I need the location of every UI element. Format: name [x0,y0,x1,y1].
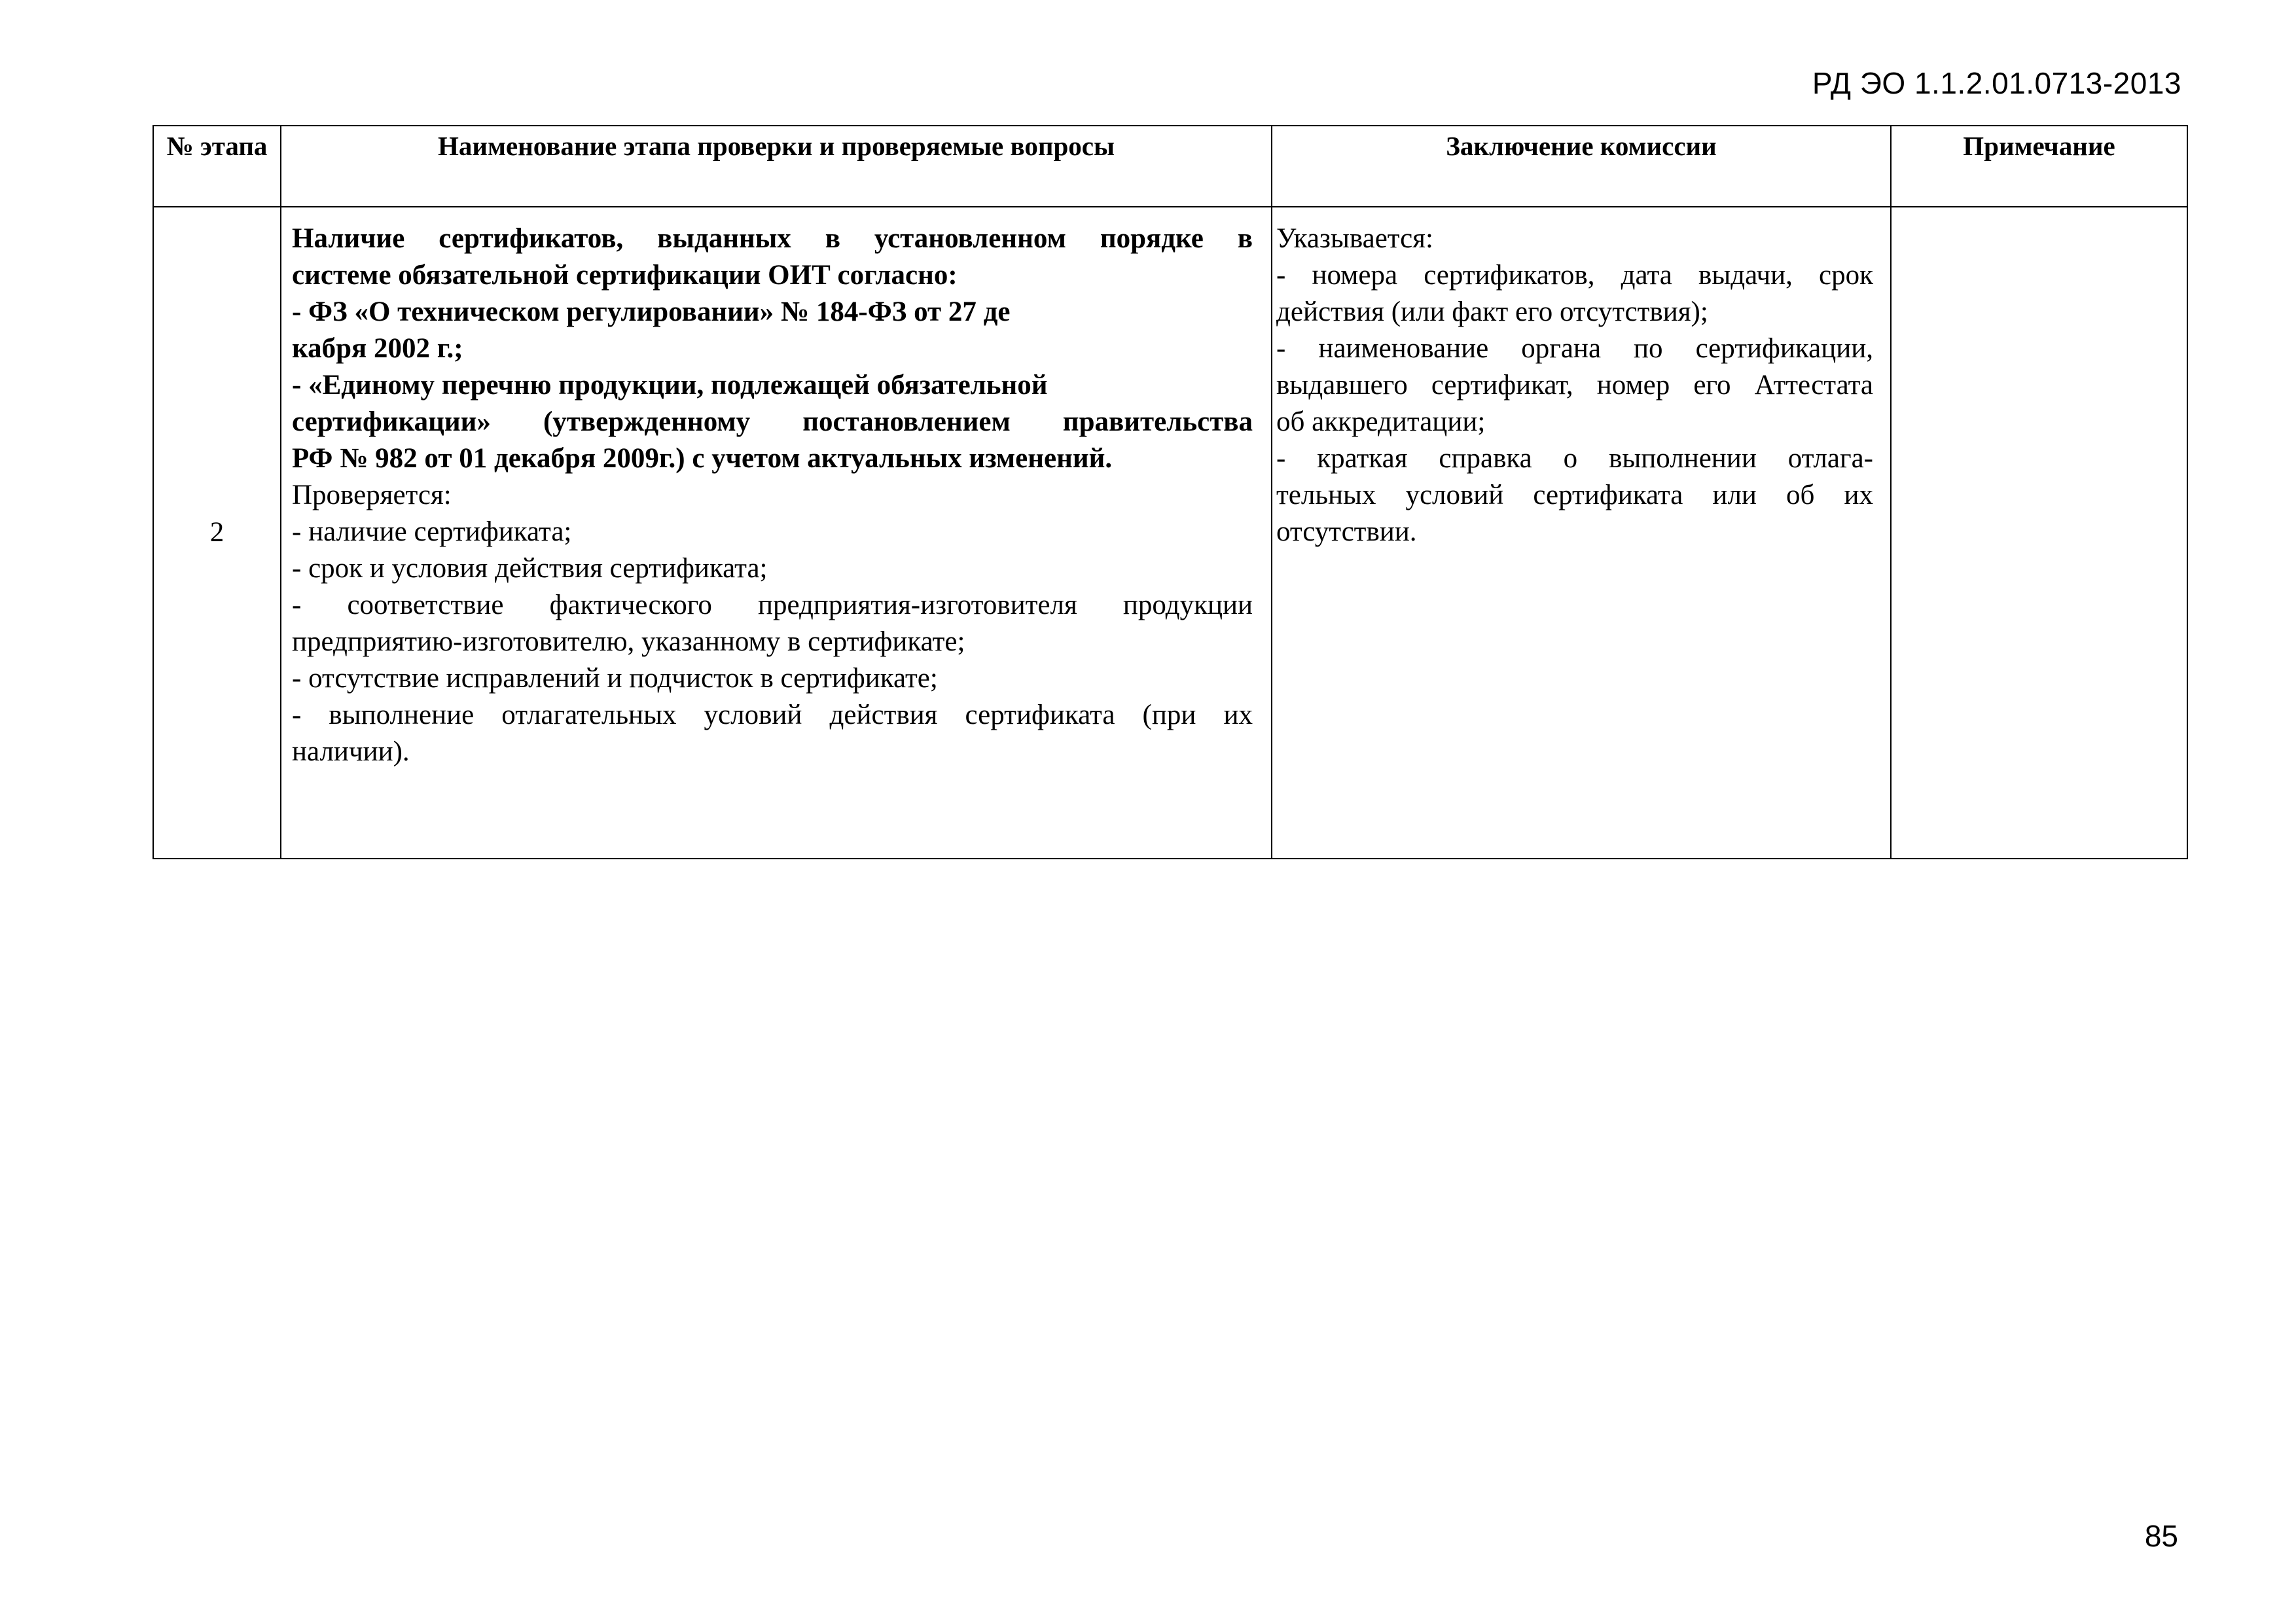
desc-line: - срок и условия действия сертификата; [292,553,768,584]
column-header-commission-conclusion: Заключение комиссии [1272,126,1891,207]
desc-line: - отсутствие исправлений и подчисток в сертификате; [292,663,938,694]
conclusion-line: об аккредитации; [1276,406,1486,437]
desc-line: предприятию-изготовителю, указанному в сертификате; [292,626,965,657]
desc-line: наличии). [292,736,410,767]
desc-line: - наличие сертификата; [292,516,572,547]
page-number: 85 [2144,1519,2178,1553]
note-cell [1891,207,2187,859]
commission-conclusion-cell [1272,207,1891,859]
inspection-table [152,125,2188,859]
desc-line: кабря 2002 г.; [292,333,463,364]
stage-description-cell [281,207,1272,859]
conclusion-line: - номера сертификатов, дата выдачи, срок [1276,260,1873,291]
desc-line: Наличие сертификатов, выданных в установленном порядке в [292,223,1253,254]
column-header-stage-number: № этапа [153,126,281,207]
conclusion-line: выдавшего сертификат, номер его Аттестата [1276,370,1873,401]
table-header-row [153,126,2187,207]
desc-line: - выполнение отлагательных условий действия сертификата (при их [292,700,1253,730]
desc-line: сертификации» (утвержденному постановлением правительства [292,406,1253,437]
desc-line: - соответствие фактического предприятия-изготовителя продукции [292,590,1253,620]
stage-number-cell: 2 [153,207,281,859]
conclusion-line: тельных условий сертификата или об их [1276,480,1873,510]
document-code: РД ЭО 1.1.2.01.0713-2013 [1812,66,2181,100]
desc-line: РФ № 982 от 01 декабря 2009г.) с учетом актуальных изменений. [292,443,1113,474]
conclusion-line: действия (или факт его отсутствия); [1276,296,1708,327]
desc-line: - «Единому перечню продукции, подлежащей обязательной [292,370,1048,401]
conclusion-line: - краткая справка о выполнении отлага- [1276,443,1873,474]
conclusion-line: отсутствии. [1276,516,1417,547]
desc-line: Проверяется: [292,480,452,510]
column-header-note: Примечание [1891,126,2187,207]
conclusion-line: Указывается: [1276,223,1433,254]
desc-line: системе обязательной сертификации ОИТ согласно: [292,260,958,291]
table-row [153,207,2187,859]
column-header-stage-name: Наименование этапа проверки и проверяемые вопросы [281,126,1272,207]
desc-line: - ФЗ «О техническом регулировании» № 184-ФЗ от 27 де [292,296,1011,327]
conclusion-line: - наименование органа по сертификации, [1276,333,1873,364]
